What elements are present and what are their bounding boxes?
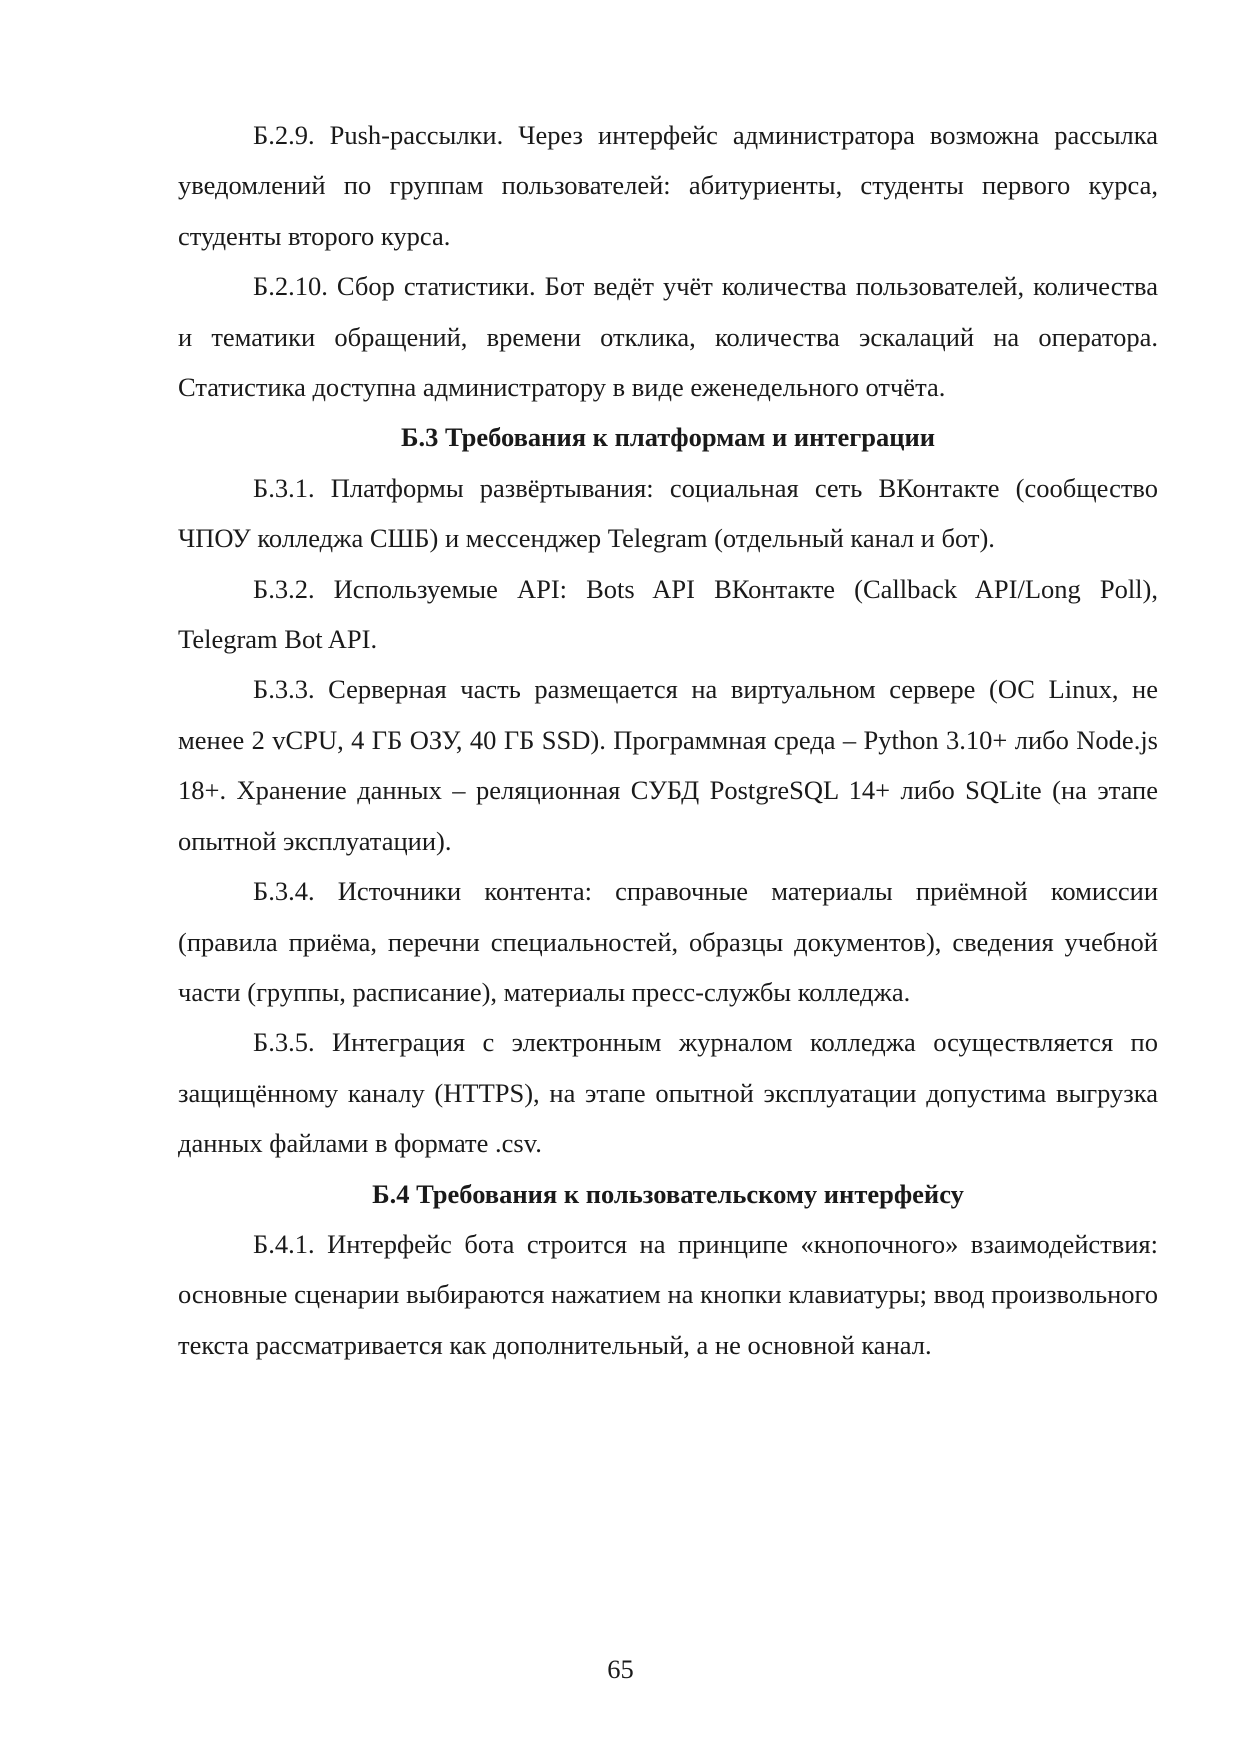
- paragraph-b-3-4: Б.3.4. Источники контента: справочные материалы приёмной комиссии (правила приёма, перечни специальностей, образцы документов), сведения учебной части (группы, расписание), материалы пресс-службы колледжа.: [178, 876, 1158, 1007]
- paragraph-b-3-3: Б.3.3. Серверная часть размещается на виртуальном сервере (ОС Linux, не менее 2 vCPU, 4 ГБ ОЗУ, 40 ГБ SSD). Программная среда – Python 3.10+ либо Node.js 18+. Хранение данных – реляционная СУБД PostgreSQL 14+ либо SQLite (на этапе опытной эксплуатации).: [178, 674, 1158, 856]
- paragraph-b-3-2: Б.3.2. Используемые API: Bots API ВКонтакте (Callback API/Long Poll), Telegram Bot API.: [178, 573, 1158, 655]
- paragraph-b-3-1: Б.3.1. Платформы развёртывания: социальная сеть ВКонтакте (сообщество ЧПОУ колледжа СШБ) и мессенджер Telegram (отдельный канал и бот).: [178, 472, 1158, 554]
- paragraph-b-3-5: Б.3.5. Интеграция с электронным журналом колледжа осуществляется по защищённому каналу (HTTPS), на этапе опытной эксплуатации допустима выгрузка данных файлами в формате .csv.: [178, 1027, 1158, 1159]
- section-heading-b-4: Б.4 Требования к пользовательскому интерфейсу: [372, 1178, 964, 1209]
- section-heading-b-3: Б.3 Требования к платформам и интеграции: [400, 422, 936, 453]
- paragraph-b-2-10: Б.2.10. Сбор статистики. Бот ведёт учёт количества пользователей, количества и тематики обращений, времени отклика, количества эскалаций на оператора. Статистика доступна администратору в виде еженедельного отчёта.: [178, 271, 1158, 403]
- page-number: 65: [607, 1654, 634, 1684]
- paragraph-b-4-1: Б.4.1. Интерфейс бота строится на принципе «кнопочного» взаимодействия: основные сценарии выбираются нажатием на кнопки клавиатуры; ввод произвольного текста рассматривается как дополнительный, а не основной канал.: [178, 1228, 1158, 1360]
- paragraph-b-2-9: Б.2.9. Push-рассылки. Через интерфейс администратора возможна рассылка уведомлений по группам пользователей: абитуриенты, студенты первого курса, студенты второго курса.: [178, 120, 1158, 251]
- document-page: [178, 110, 1158, 1370]
